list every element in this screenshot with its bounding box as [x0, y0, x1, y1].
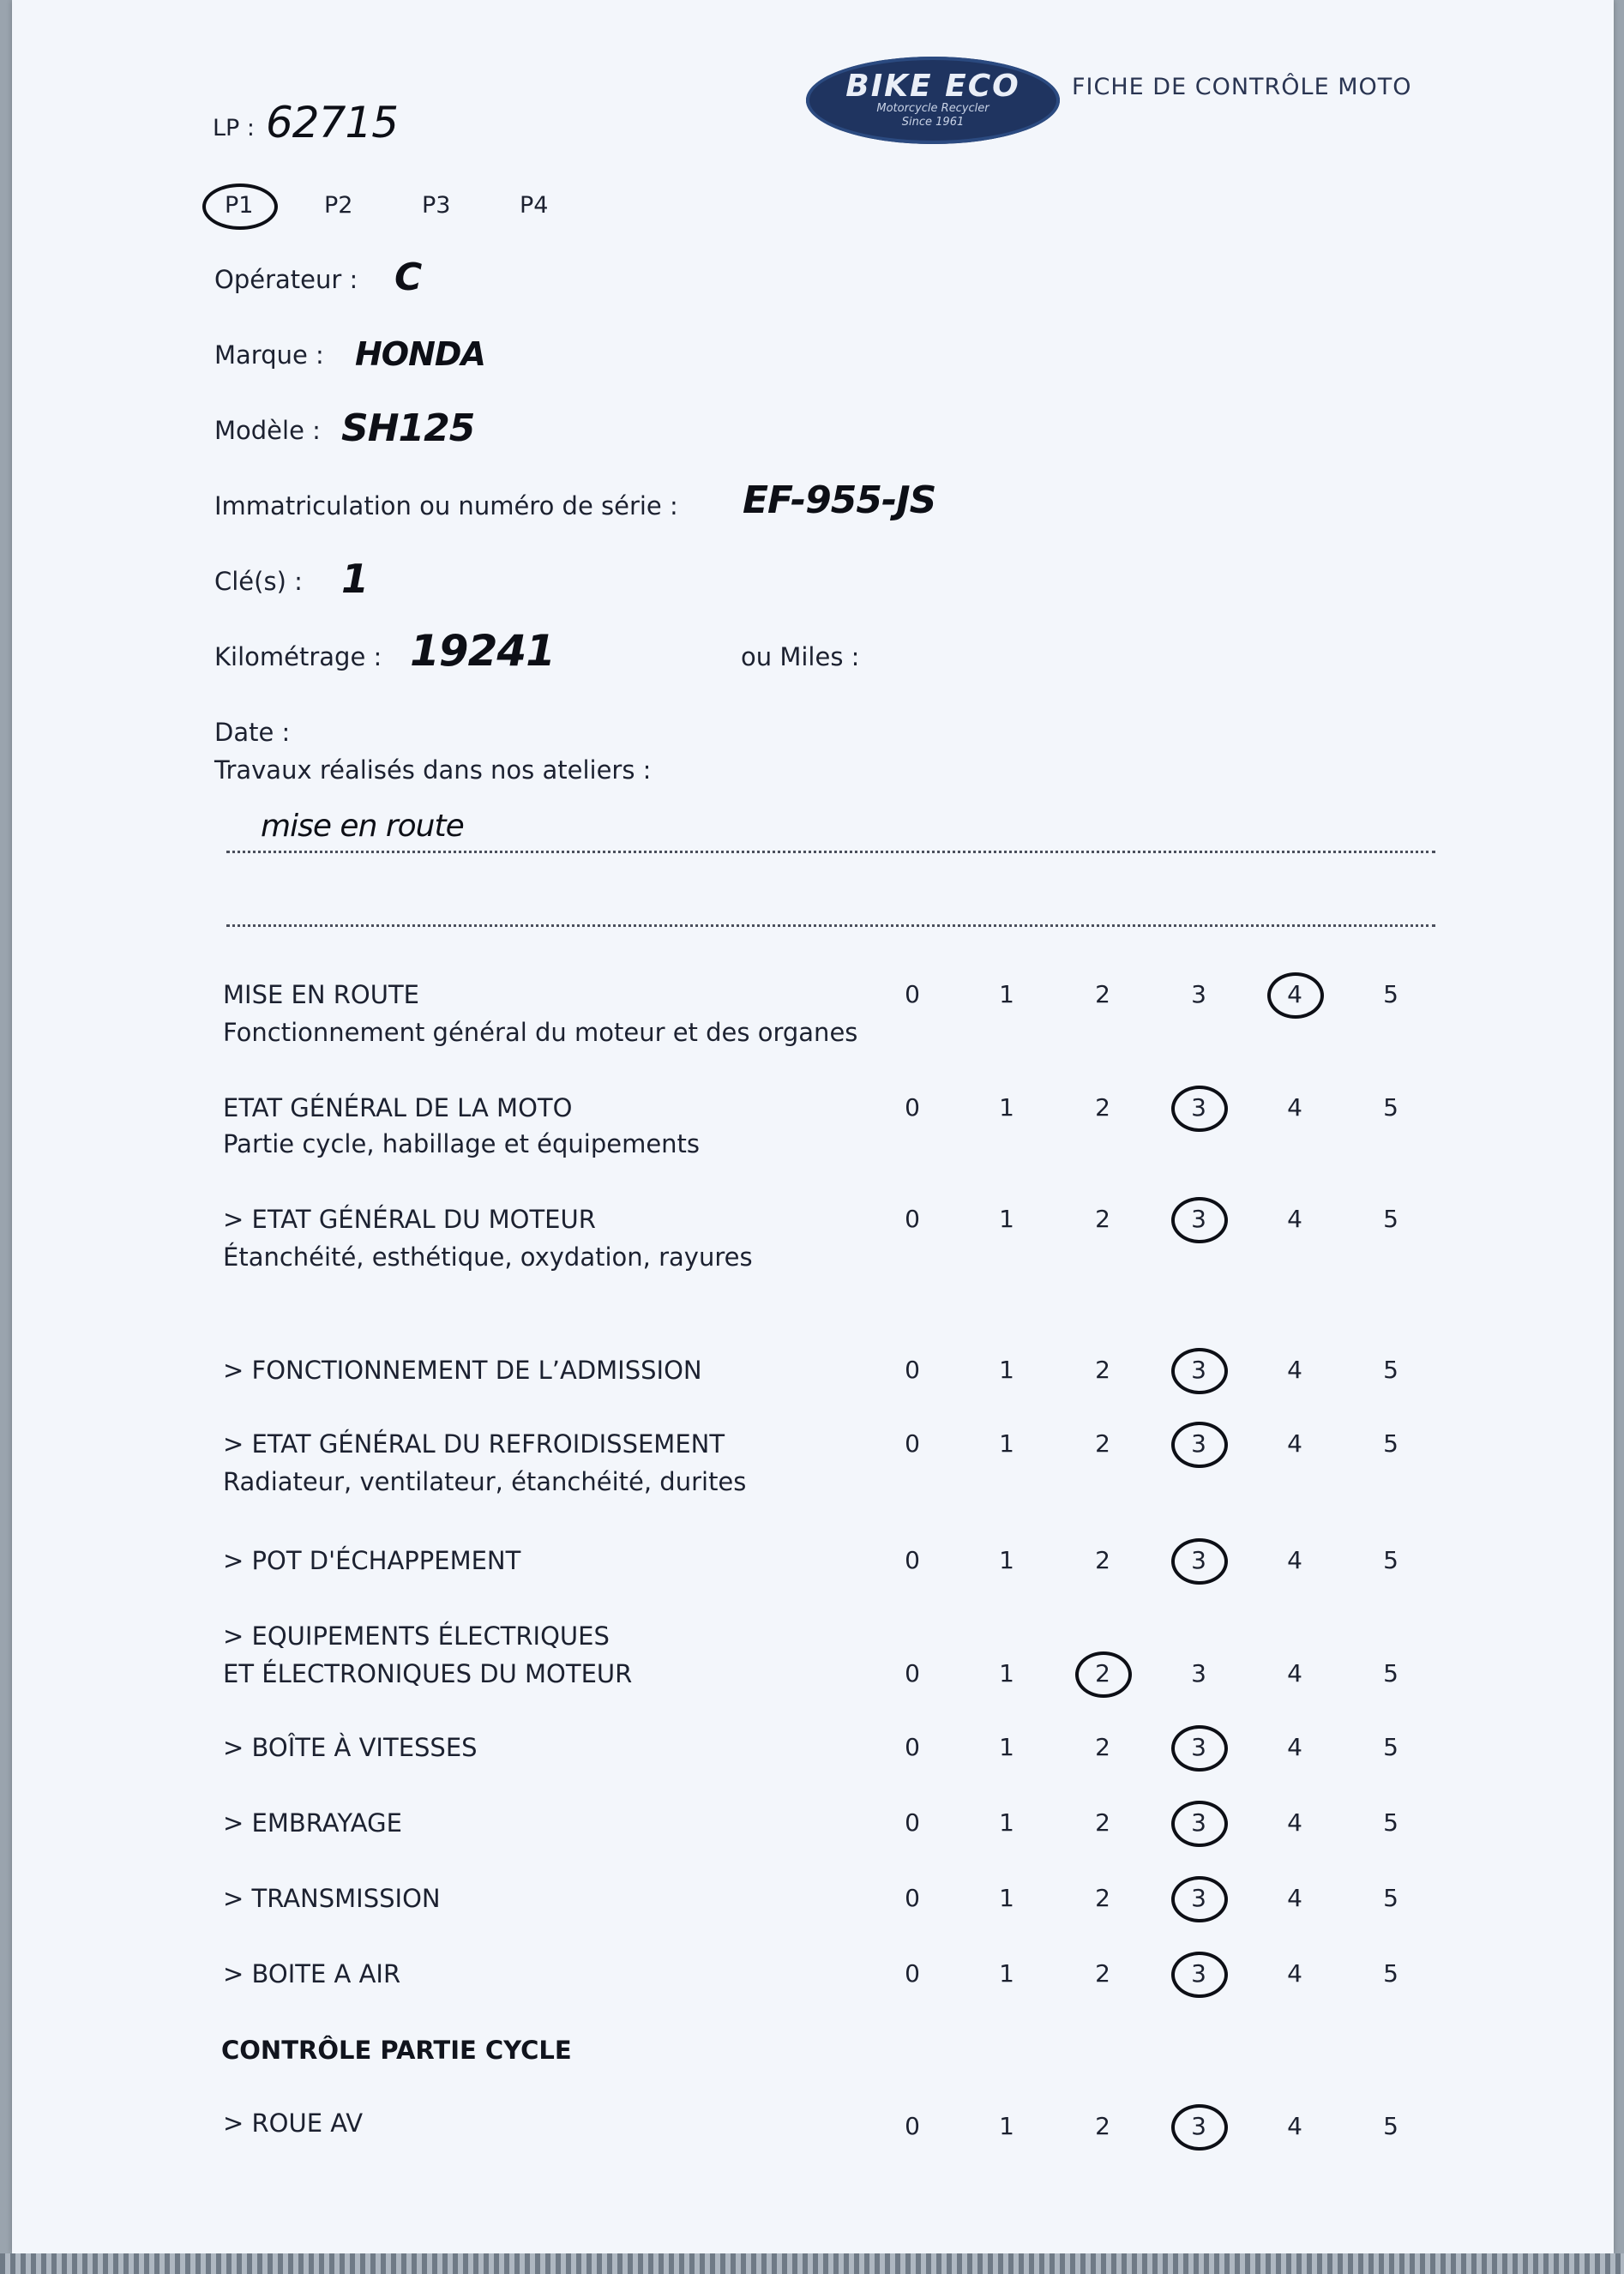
model-label: Modèle :	[214, 416, 321, 445]
model-value[interactable]: SH125	[341, 406, 475, 450]
check-0-score-3[interactable]: 3	[1191, 980, 1206, 1008]
check-subtitle-4: Radiateur, ventilateur, étanchéité, durites	[223, 1467, 747, 1496]
check-title-7: > BOÎTE À VITESSES	[223, 1733, 478, 1762]
document-title: FICHE DE CONTRÔLE MOTO	[1072, 74, 1412, 100]
check-2-score-0[interactable]: 0	[905, 1205, 920, 1233]
check-1-rating-mark	[1171, 1086, 1228, 1132]
miles-label: ou Miles :	[741, 642, 860, 671]
check-6-score-5[interactable]: 5	[1383, 1659, 1398, 1687]
check-10-rating-mark	[1171, 1952, 1228, 1998]
scanner-edge	[0, 2253, 1624, 2274]
check-6-score-3[interactable]: 3	[1191, 1659, 1206, 1687]
cycle-check-title-0: > ROUE AV	[223, 2109, 364, 2138]
check-4-score-5[interactable]: 5	[1383, 1429, 1398, 1458]
check-5-score-1[interactable]: 1	[999, 1546, 1014, 1574]
check-2-score-2[interactable]: 2	[1095, 1205, 1110, 1233]
check-0-score-2[interactable]: 2	[1095, 980, 1110, 1008]
operator-label: Opérateur :	[214, 265, 358, 294]
lp-value[interactable]: 62715	[266, 98, 399, 147]
check-7-score-0[interactable]: 0	[905, 1733, 920, 1761]
check-title-6: > EQUIPEMENTS ÉLECTRIQUES	[223, 1621, 610, 1651]
check-8-score-5[interactable]: 5	[1383, 1808, 1398, 1837]
check-3-score-0[interactable]: 0	[905, 1356, 920, 1384]
check-4-score-1[interactable]: 1	[999, 1429, 1014, 1458]
check-title-9: > TRANSMISSION	[223, 1884, 441, 1913]
cycle-check-0-score-5[interactable]: 5	[1383, 2112, 1398, 2140]
check-4-score-3[interactable]: 3	[1191, 1429, 1206, 1458]
cycle-check-0-score-2[interactable]: 2	[1095, 2112, 1110, 2140]
works-label: Travaux réalisés dans nos ateliers :	[214, 755, 652, 785]
check-10-score-5[interactable]: 5	[1383, 1959, 1398, 1988]
check-10-score-3[interactable]: 3	[1191, 1959, 1206, 1988]
check-6-score-1[interactable]: 1	[999, 1659, 1014, 1687]
check-5-score-2[interactable]: 2	[1095, 1546, 1110, 1574]
check-5-score-4[interactable]: 4	[1287, 1546, 1302, 1574]
check-subtitle-6: ET ÉLECTRONIQUES DU MOTEUR	[223, 1659, 633, 1688]
check-9-score-2[interactable]: 2	[1095, 1884, 1110, 1912]
brand-value[interactable]: HONDA	[355, 335, 485, 373]
check-1-score-0[interactable]: 0	[905, 1093, 920, 1122]
check-3-score-4[interactable]: 4	[1287, 1356, 1302, 1384]
check-9-score-1[interactable]: 1	[999, 1884, 1014, 1912]
check-1-score-1[interactable]: 1	[999, 1093, 1014, 1122]
check-7-score-1[interactable]: 1	[999, 1733, 1014, 1761]
check-2-rating-mark	[1171, 1197, 1228, 1243]
check-title-4: > ETAT GÉNÉRAL DU REFROIDISSEMENT	[223, 1429, 725, 1459]
check-2-score-4[interactable]: 4	[1287, 1205, 1302, 1233]
plate-label: Immatriculation ou numéro de série :	[214, 491, 678, 520]
check-0-score-5[interactable]: 5	[1383, 980, 1398, 1008]
check-10-score-1[interactable]: 1	[999, 1959, 1014, 1988]
check-1-score-3[interactable]: 3	[1191, 1093, 1206, 1122]
check-title-5: > POT D'ÉCHAPPEMENT	[223, 1546, 521, 1575]
check-3-rating-mark	[1171, 1348, 1228, 1394]
check-title-0: MISE EN ROUTE	[223, 980, 419, 1009]
check-1-score-4[interactable]: 4	[1287, 1093, 1302, 1122]
operator-value[interactable]: C	[394, 256, 422, 299]
check-8-score-3[interactable]: 3	[1191, 1808, 1206, 1837]
check-4-score-0[interactable]: 0	[905, 1429, 920, 1458]
keys-value[interactable]: 1	[341, 556, 369, 602]
lp-label: LP :	[213, 115, 256, 141]
check-subtitle-0: Fonctionnement général du moteur et des organes	[223, 1018, 858, 1047]
position-option-p2[interactable]: P2	[324, 192, 353, 219]
check-5-score-0[interactable]: 0	[905, 1546, 920, 1574]
brand-label: Marque :	[214, 340, 324, 370]
check-8-score-4[interactable]: 4	[1287, 1808, 1302, 1837]
logo-text: BIKE ECO	[845, 69, 1020, 105]
check-9-score-4[interactable]: 4	[1287, 1884, 1302, 1912]
check-2-score-5[interactable]: 5	[1383, 1205, 1398, 1233]
check-8-score-1[interactable]: 1	[999, 1808, 1014, 1837]
check-5-score-5[interactable]: 5	[1383, 1546, 1398, 1574]
mileage-label: Kilométrage :	[214, 642, 382, 671]
position-selected-mark	[202, 183, 278, 230]
check-3-score-2[interactable]: 2	[1095, 1356, 1110, 1384]
check-7-rating-mark	[1171, 1725, 1228, 1772]
cycle-check-0-score-3[interactable]: 3	[1191, 2112, 1206, 2140]
check-9-score-5[interactable]: 5	[1383, 1884, 1398, 1912]
check-7-score-3[interactable]: 3	[1191, 1733, 1206, 1761]
check-7-score-2[interactable]: 2	[1095, 1733, 1110, 1761]
position-option-p3[interactable]: P3	[422, 192, 451, 219]
check-9-score-3[interactable]: 3	[1191, 1884, 1206, 1912]
works-value[interactable]: mise en route	[261, 809, 464, 844]
check-6-score-4[interactable]: 4	[1287, 1659, 1302, 1687]
check-9-rating-mark	[1171, 1876, 1228, 1922]
logo-subtitle: Motorcycle Recycler	[876, 102, 989, 116]
check-4-score-2[interactable]: 2	[1095, 1429, 1110, 1458]
check-6-score-0[interactable]: 0	[905, 1659, 920, 1687]
cycle-check-0-score-0[interactable]: 0	[905, 2112, 920, 2140]
check-9-score-0[interactable]: 0	[905, 1884, 920, 1912]
check-1-score-2[interactable]: 2	[1095, 1093, 1110, 1122]
check-6-rating-mark	[1075, 1651, 1132, 1698]
check-0-score-1[interactable]: 1	[999, 980, 1014, 1008]
check-1-score-5[interactable]: 5	[1383, 1093, 1398, 1122]
check-title-1: ETAT GÉNÉRAL DE LA MOTO	[223, 1093, 573, 1122]
check-2-score-1[interactable]: 1	[999, 1205, 1014, 1233]
check-7-score-5[interactable]: 5	[1383, 1733, 1398, 1761]
logo-since: Since 1961	[901, 116, 965, 129]
date-label: Date :	[214, 718, 291, 747]
check-title-8: > EMBRAYAGE	[223, 1808, 402, 1838]
section-title-cycle: CONTRÔLE PARTIE CYCLE	[221, 2036, 572, 2065]
check-title-2: > ETAT GÉNÉRAL DU MOTEUR	[223, 1205, 596, 1234]
position-option-p4[interactable]: P4	[520, 192, 549, 219]
check-10-score-4[interactable]: 4	[1287, 1959, 1302, 1988]
check-5-rating-mark	[1171, 1538, 1228, 1585]
works-line-2[interactable]	[226, 924, 1435, 927]
inspection-sheet	[12, 0, 1614, 2253]
check-8-score-0[interactable]: 0	[905, 1808, 920, 1837]
cycle-check-0-score-1[interactable]: 1	[999, 2112, 1014, 2140]
cycle-check-0-score-4[interactable]: 4	[1287, 2112, 1302, 2140]
check-10-score-0[interactable]: 0	[905, 1959, 920, 1988]
check-8-rating-mark	[1171, 1801, 1228, 1847]
check-8-score-2[interactable]: 2	[1095, 1808, 1110, 1837]
check-2-score-3[interactable]: 3	[1191, 1205, 1206, 1233]
bike-eco-logo	[806, 57, 1060, 144]
check-4-rating-mark	[1171, 1422, 1228, 1468]
check-subtitle-2: Étanchéité, esthétique, oxydation, rayures	[223, 1242, 753, 1272]
check-0-score-0[interactable]: 0	[905, 980, 920, 1008]
works-line-1[interactable]	[226, 851, 1435, 853]
position-option-p1[interactable]: P1	[225, 192, 254, 219]
check-3-score-5[interactable]: 5	[1383, 1356, 1398, 1384]
check-3-score-1[interactable]: 1	[999, 1356, 1014, 1384]
check-0-rating-mark	[1267, 972, 1324, 1019]
check-5-score-3[interactable]: 3	[1191, 1546, 1206, 1574]
mileage-value[interactable]: 19241	[410, 626, 555, 676]
check-4-score-4[interactable]: 4	[1287, 1429, 1302, 1458]
check-title-3: > FONCTIONNEMENT DE L’ADMISSION	[223, 1356, 702, 1385]
cycle-check-0-rating-mark	[1171, 2104, 1228, 2151]
check-0-score-4[interactable]: 4	[1287, 980, 1302, 1008]
check-title-10: > BOITE A AIR	[223, 1959, 401, 1988]
check-subtitle-1: Partie cycle, habillage et équipements	[223, 1129, 701, 1158]
check-6-score-2[interactable]: 2	[1095, 1659, 1110, 1687]
check-7-score-4[interactable]: 4	[1287, 1733, 1302, 1761]
keys-label: Clé(s) :	[214, 567, 303, 596]
plate-value[interactable]: EF-955-JS	[743, 478, 936, 522]
check-3-score-3[interactable]: 3	[1191, 1356, 1206, 1384]
check-10-score-2[interactable]: 2	[1095, 1959, 1110, 1988]
